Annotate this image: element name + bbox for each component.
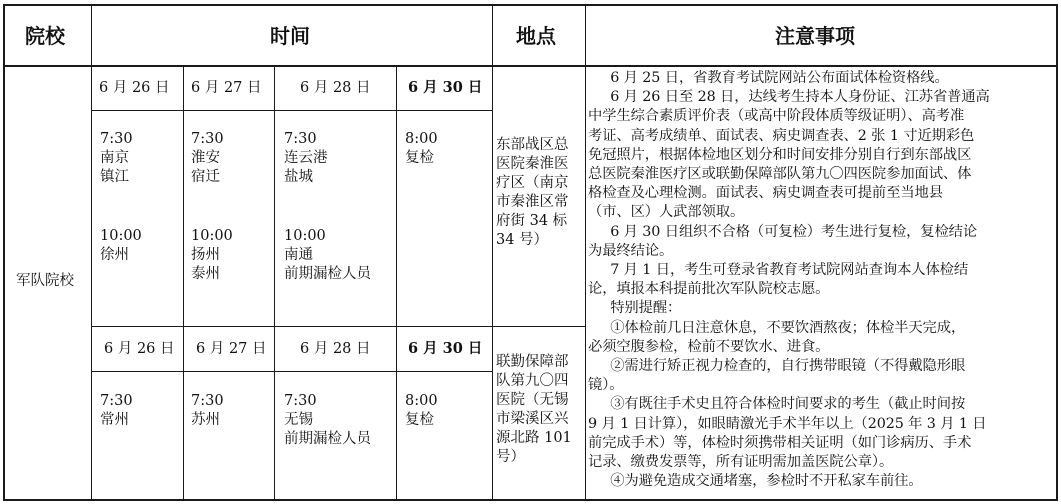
cell-line: 前期漏检人员 [284,431,371,447]
group1-date: 6 月 28 日 [300,80,371,96]
note-line: 9 月 1 日计算），如眼睛激光手术半年以上（2025 年 3 月 1 日 [588,415,987,432]
note-line: 必须空腹参检，检前不要饮水、进食。 [588,338,830,355]
location-line: 市梁溪区兴 [496,411,569,427]
note-line: 免冠照片，根据体检地区划分和时间安排分别自行到东部战区 [588,146,972,163]
group1-location [496,136,569,250]
group1-date: 6 月 27 日 [191,80,262,96]
header-time: 时间 [270,24,310,48]
location-line: 34 号） [496,232,549,248]
location-line: 府街 34 标 [496,213,568,229]
note-line: ①体检前几日注意休息，不要饮酒熬夜；体检半天完成， [588,319,966,336]
header-place: 地点 [516,24,556,48]
group2-date: 6 月 27 日 [196,341,267,357]
group1-date: 6 月 30 日 [408,79,483,96]
note-line: 中学生综合素质评价表（或高中阶段体质等级证明）、高考准 [588,108,965,125]
cell-line: 7:30 [100,393,133,409]
cell-line: 7:30 [100,131,133,147]
notes-list [588,69,1058,491]
note-line: ④为避免造成交通堵塞，参检时不开私家车前往。 [588,473,923,490]
note-line: 6 月 26 日至 28 日，达线考生持本人身份证、江苏省普通高 [588,89,990,106]
time-col-divider-3 [396,66,397,501]
group1-cell [191,130,233,284]
group2-date: 6 月 26 日 [104,341,175,357]
note-line: 考证、高考成绩单、面试表、病史调查表、2 张 1 寸近期彩色 [588,127,975,144]
border-left [3,4,5,501]
group1-date: 6 月 26 日 [99,80,170,96]
location-line: 东部战区总 [496,137,569,153]
cell-line: 常州 [100,412,129,428]
cell-line: 7:30 [191,393,224,409]
note-line: 总医院秦淮医疗区或联勤保障部队第九〇四医院参加面试、体 [588,166,972,183]
cell-line: 8:00 [405,131,438,147]
cell-line [284,187,371,227]
cell-line: 泰州 [191,266,220,282]
header-divider [3,65,1058,67]
cell-line: 8:00 [405,393,438,409]
note-line: 格检查及心理检测。面试表、病史调查表可提前至当地县 [588,185,943,202]
group1-cell [100,130,142,265]
cell-line: 7:30 [191,131,224,147]
col-divider-time [492,4,493,501]
note-line: 前完成手术）等，体检时须携带相关证明（如门诊病历、手术 [588,434,972,451]
group-divider [92,326,586,327]
cell-line: 复检 [405,412,434,428]
cell-line: 镇江 [100,169,129,185]
cell-line: 宿迁 [191,169,220,185]
note-line: 镜）。 [588,377,624,394]
group2-cell [100,392,133,430]
cell-line [100,187,142,227]
col-divider-school [91,4,92,501]
cell-line: 盐城 [284,169,313,185]
cell-line: 无锡 [284,412,313,428]
note-line: ③有既往手术史且符合体检时间要求的考生（截止时间按 [588,396,966,413]
school-name: 军队院校 [16,273,74,289]
location-line: 市秦淮区常 [496,194,569,210]
location-line: 医院（无锡 [496,392,569,408]
cell-line [191,187,233,227]
note-line: 记录、缴费发票等，所有证明需加盖医院公章）。 [588,454,894,471]
cell-line: 扬州 [191,247,220,263]
note-line: 为最终结论。 [588,242,674,259]
group2-date-divider [92,371,493,372]
group1-date-divider [92,110,493,111]
cell-line: 前期漏检人员 [284,266,371,282]
col-divider-place [585,4,586,501]
group2-cell [405,392,438,430]
location-line: 号） [496,449,525,465]
location-line: 联勤保障部 [496,354,569,370]
border-top [3,4,1058,6]
cell-line: 苏州 [191,412,220,428]
cell-line: 复检 [405,150,434,166]
time-col-divider-2 [274,66,275,501]
cell-line: 7:30 [284,131,317,147]
location-line: 源北路 101 [496,430,572,446]
cell-line: 南通 [284,247,313,263]
group2-date: 6 月 30 日 [408,340,483,357]
note-line: （市、区）人武部领取。 [588,204,745,221]
location-line: 医院秦淮医 [496,156,569,172]
header-school: 院校 [25,24,65,48]
location-line: 队第九〇四 [496,373,569,389]
cell-line: 10:00 [191,228,233,244]
cell-line: 10:00 [284,228,326,244]
group1-cell [284,130,371,284]
note-line: 特别提醒： [588,300,682,317]
cell-line: 南京 [100,150,129,166]
group2-date: 6 月 28 日 [300,341,371,357]
cell-line: 7:30 [284,393,317,409]
cell-line: 10:00 [100,228,142,244]
cell-line: 淮安 [191,150,220,166]
group2-cell [191,392,224,430]
group2-location [496,353,572,467]
cell-line: 连云港 [284,150,328,166]
time-col-divider-1 [183,66,184,501]
note-line: 7 月 1 日，考生可登录省教育考试院网站查询本人体检结 [588,262,969,279]
group2-cell [284,392,371,449]
location-line: 疗区（南京 [496,175,569,191]
header-notes: 注意事项 [775,24,855,48]
border-bottom [3,499,1058,501]
note-line: 6 月 30 日组织不合格（可复检）考生进行复检，复检结论 [588,223,978,240]
note-line: 论，填报本科提前批次军队院校志愿。 [588,281,830,298]
note-line: 6 月 25 日，省教育考试院网站公布面试体检资格线。 [588,70,949,86]
note-line: ②需进行矫正视力检查的，自行携带眼镜（不得戴隐形眼 [588,358,966,375]
group1-cell [405,130,438,168]
cell-line: 徐州 [100,247,129,263]
